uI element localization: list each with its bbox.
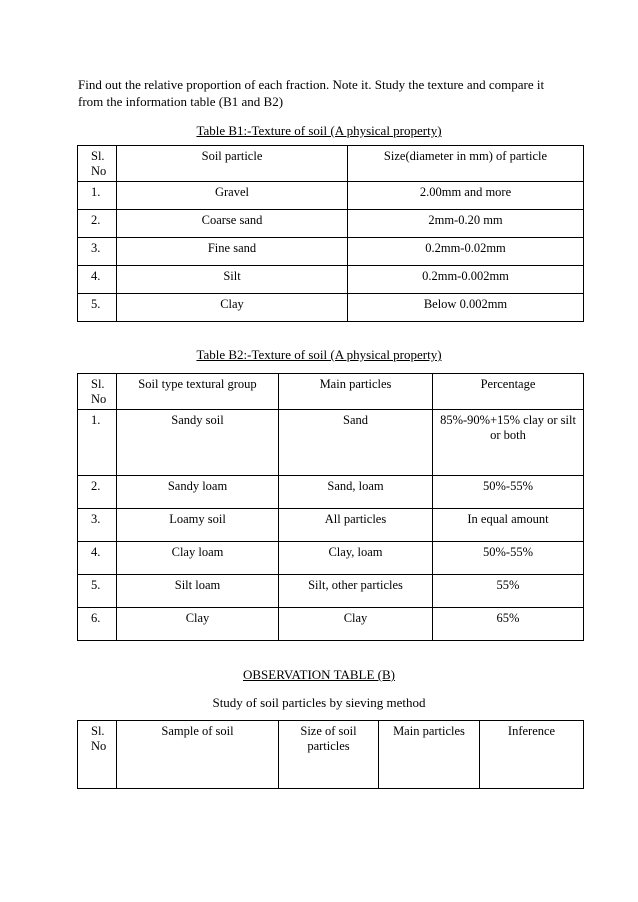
intro-paragraph: Find out the relative proportion of each fraction. Note it. Study the texture and compare it from the information table (B1 and B2) [78, 77, 545, 109]
table-cell: Loamy soil [117, 509, 279, 542]
table-b2-header-sl: Sl. No [78, 374, 117, 410]
table-row [78, 575, 584, 608]
table-row [78, 608, 584, 641]
table-b2-header-row [78, 374, 584, 410]
observation-title: OBSERVATION TABLE (B) [242, 667, 395, 682]
table-row [78, 294, 584, 322]
table-cell: 2.00mm and more [348, 182, 584, 210]
table-cell: 1. [78, 182, 117, 210]
table-cell: Silt, other particles [279, 575, 433, 608]
table-cell: 4. [78, 542, 117, 575]
table-b2-header-percentage: Percentage [433, 374, 584, 410]
table-row [78, 410, 584, 476]
table-b1-header-particle: Soil particle [117, 146, 348, 182]
table-cell: 5. [78, 575, 117, 608]
table-cell: 65% [433, 608, 584, 641]
table-cell: Gravel [117, 182, 348, 210]
table-cell: 2. [78, 210, 117, 238]
table-row [78, 210, 584, 238]
table-cell: Below 0.002mm [348, 294, 584, 322]
table-cell: 5. [78, 294, 117, 322]
observation-header-sample: Sample of soil [117, 721, 279, 789]
observation-table [77, 720, 584, 789]
table-cell: 1. [78, 410, 117, 476]
observation-header-size: Size of soil particles [279, 721, 379, 789]
table-b1-header-sl: Sl. No [78, 146, 117, 182]
table-cell: Sand, loam [279, 476, 433, 509]
table-cell: All particles [279, 509, 433, 542]
table-cell: 50%-55% [433, 542, 584, 575]
table-b1-title: Table B1:-Texture of soil (A physical property) [196, 123, 442, 138]
observation-header-particles: Main particles [379, 721, 480, 789]
table-cell: Clay loam [117, 542, 279, 575]
table-row [78, 238, 584, 266]
observation-subtitle: Study of soil particles by sieving method [212, 695, 426, 710]
table-cell: 55% [433, 575, 584, 608]
table-cell: 85%-90%+15% clay or silt or both [433, 410, 584, 476]
table-row [78, 266, 584, 294]
table-b2-header-particles: Main particles [279, 374, 433, 410]
observation-header-inference: Inference [480, 721, 584, 789]
table-b2-header-type: Soil type textural group [117, 374, 279, 410]
table-row [78, 476, 584, 509]
table-cell: 6. [78, 608, 117, 641]
table-cell: 2. [78, 476, 117, 509]
table-cell: 3. [78, 509, 117, 542]
table-row [78, 509, 584, 542]
table-cell: Sand [279, 410, 433, 476]
table-b2-title: Table B2:-Texture of soil (A physical property) [196, 347, 442, 362]
observation-header-row [78, 721, 584, 789]
table-b1-header-row [78, 146, 584, 182]
table-cell: Clay [117, 608, 279, 641]
table-cell: 0.2mm-0.002mm [348, 266, 584, 294]
table-cell: In equal amount [433, 509, 584, 542]
table-cell: Clay [117, 294, 348, 322]
table-row [78, 182, 584, 210]
table-b1 [77, 145, 584, 322]
table-cell: Coarse sand [117, 210, 348, 238]
table-cell: 4. [78, 266, 117, 294]
table-cell: Silt loam [117, 575, 279, 608]
table-cell: Sandy loam [117, 476, 279, 509]
observation-header-sl: Sl. No [78, 721, 117, 789]
table-cell: 3. [78, 238, 117, 266]
table-row [78, 542, 584, 575]
table-cell: 2mm-0.20 mm [348, 210, 584, 238]
table-cell: Clay, loam [279, 542, 433, 575]
table-cell: Silt [117, 266, 348, 294]
table-cell: 0.2mm-0.02mm [348, 238, 584, 266]
table-cell: Clay [279, 608, 433, 641]
table-b1-header-size: Size(diameter in mm) of particle [348, 146, 584, 182]
table-cell: 50%-55% [433, 476, 584, 509]
table-cell: Fine sand [117, 238, 348, 266]
table-cell: Sandy soil [117, 410, 279, 476]
table-b2 [77, 373, 584, 641]
